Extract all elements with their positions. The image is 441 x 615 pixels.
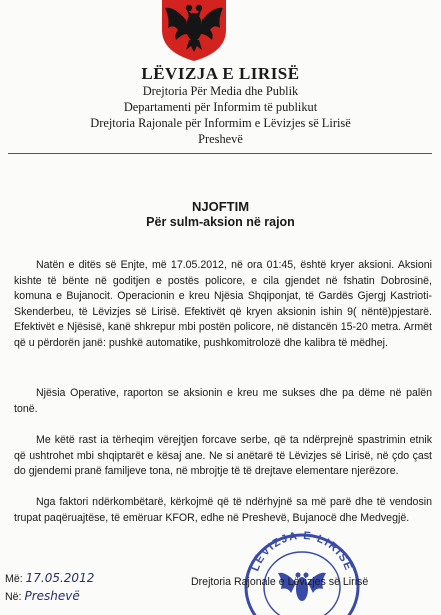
organization-name: LËVIZJA E LIRISË (141, 64, 300, 83)
date-label: Më: (5, 573, 23, 585)
place-field (5, 590, 80, 604)
letterhead (0, 64, 441, 147)
paragraph-text: Njësia Operative, raporton se aksionin e kreu me sukses dhe pa dëme në palën tonë. (14, 387, 432, 415)
signature-line: Drejtoria Rajonale e Lëvizjes së Lirisë (191, 576, 369, 588)
header-divider (8, 153, 432, 154)
body-paragraph-1 (14, 258, 432, 352)
place-label: Në: (5, 591, 22, 603)
paragraph-text: Nga faktori ndërkombëtarë, kërkojmë që të ndërhyjnë sa më parë dhe të vendosin trupat paqëruajtëse, të emëruar KFOR, edhe në Preshevë, Bujanocë dhe Medvegjë. (14, 496, 432, 524)
notice-title: NJOFTIM (191, 199, 250, 214)
paragraph-text: Natën e ditës së Enjte, më 17.05.2012, në ora 01:45, është kryer aksioni. Aksioni kishte të bënte në goditjen e postës policore, e cila gjendet në fshatin Dobrosinë, komuna e Bujanocit. Operacionin e kreu Njësia Shqiponjat, të Gardës Gjergj Kastrioti-Skenderbeu, të Lëvizjes së Lirisë. Efektivët që kryen aksionin ishin 9( nëntë)pjestarë. Efektivët e Njësisë, kanë shkrepur mbi postën policore, në distancën 15-20 metra. Armët që u përdorën janë: pushkë automatike, pushkomitrolozë dhe kalibra të mëdhej. (14, 259, 432, 349)
stamp-text: LËVIZJA E LIRISË (249, 529, 355, 574)
letterhead-line-2: Departamenti për Informim të publikut (123, 100, 318, 114)
date-field (5, 572, 94, 586)
notice-subtitle: Për sulm-aksion në rajon (146, 215, 295, 229)
body-paragraph-3 (14, 433, 432, 480)
letterhead-line-3: Drejtoria Rajonale për Informim e Lëvizjes së Lirisë (90, 116, 351, 130)
body-paragraph-4 (14, 495, 432, 526)
letterhead-city: Preshevë (198, 132, 243, 146)
body-paragraph-2 (14, 386, 432, 417)
organization-stamp (238, 525, 366, 615)
paragraph-text: Me këtë rast ia tërheqim vërejtjen forcave serbe, që ta ndërprejnë spastrimin etnik që ushtrohet mbi shqiptarët e kësaj ane. Ne si anëtarë të Lëvizjes së Lirisë, në çdo çast do gjendemi pranë familjeve tona, në mbrojtje të të drejtave elementare njerëzore. (14, 434, 432, 478)
handwritten-place: Preshevë (24, 589, 80, 603)
handwritten-date: 17.05.2012 (25, 571, 95, 585)
letterhead-line-1: Drejtoria Për Media dhe Publik (142, 84, 299, 98)
albanian-eagle-emblem (156, 0, 232, 62)
